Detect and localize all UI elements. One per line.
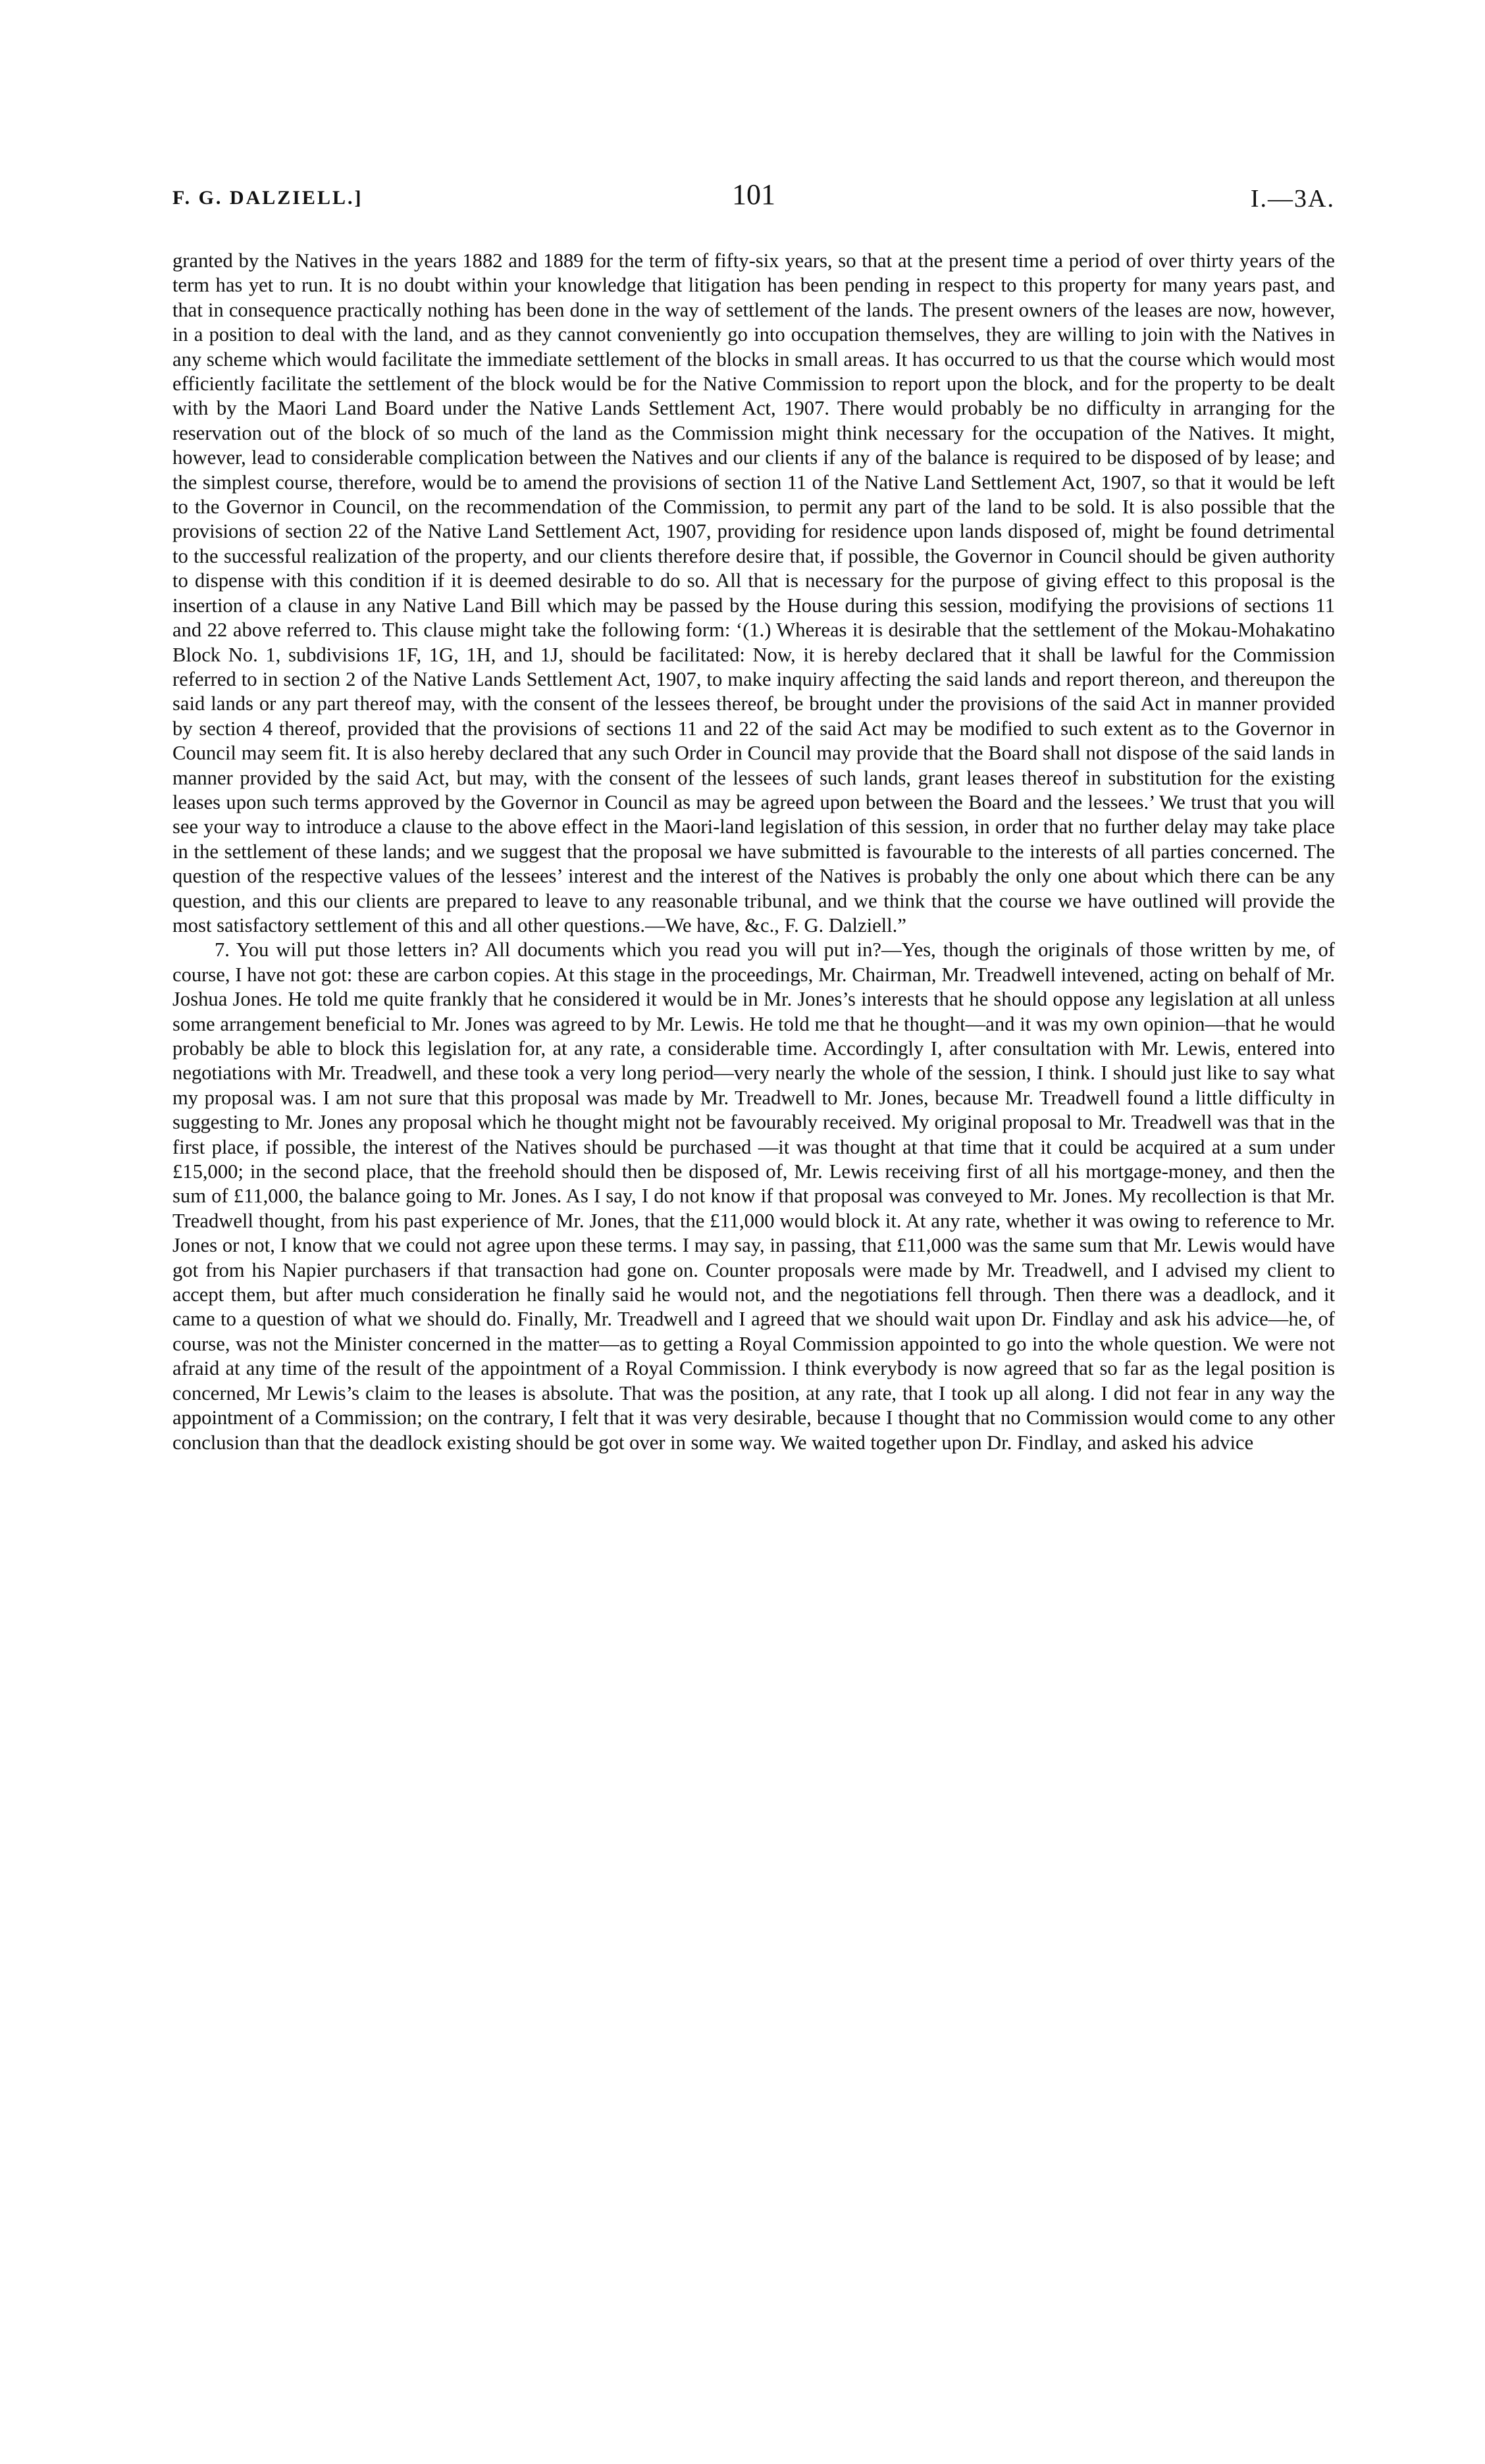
witness-name-header: F. G. DALZIELL.] <box>172 187 363 209</box>
body-text <box>172 249 1335 1455</box>
page-header <box>172 178 1335 224</box>
document-page <box>172 178 1335 1455</box>
document-reference: I.—3A. <box>1250 185 1335 213</box>
page-number: 101 <box>732 178 775 211</box>
paragraph-letter-continuation: granted by the Natives in the years 1882 and 1889 for the term of fifty-six years, so that at the present time a period of over thirty years of the term has yet to run. It is no doubt within your knowledge that litigation has been pending in respect to this property for many years past, and that in consequence practically nothing has been done in the way of settlement of the lands. The present owners of the leases are now, however, in a position to deal with the land, and as they cannot conveniently go into occupation themselves, they are willing to join with the Natives in any scheme which would facilitate the immediate settlement of the blocks in small areas. It has occurred to us that the course which would most efficiently facilitate the settlement of the block would be for the Native Commission to report upon the block, and for the property to be dealt with by the Maori Land Board under the Native Lands Settlement Act, 1907. There would probably be no difficulty in arranging for the reservation out of the block of so much of the land as the Commission might think necessary for the occupation of the Natives. It might, however, lead to considerable complication between the Natives and our clients if any of the balance is required to be disposed of by lease; and the simplest course, therefore, would be to amend the provisions of section 11 of the Native Land Settlement Act, 1907, so that it would be left to the Governor in Council, on the recommendation of the Commission, to permit any part of the land to be sold. It is also possible that the provisions of section 22 of the Native Land Settlement Act, 1907, providing for residence upon lands disposed of, might be found detrimental to the successful realization of the property, and our clients therefore desire that, if possible, the Governor in Council should be given authority to dispense with this condition if it is deemed desirable to do so. All that is necessary for the purpose of giving effect to this proposal is the insertion of a clause in any Native Land Bill which may be passed by the House during this session, modifying the provisions of sections 11 and 22 above referred to. This clause might take the following form: ‘(1.) Whereas it is desirable that the settlement of the Mokau-Mohakatino Block No. 1, subdivisions 1F, 1G, 1H, and 1J, should be facilitated: Now, it is hereby declared that it shall be lawful for the Commission referred to in section 2 of the Native Lands Settlement Act, 1907, to make inquiry affecting the said lands and report thereon, and thereupon the said lands or any part thereof may, with the consent of the lessees thereof, be brought under the provisions of the said Act in manner provided by section 4 thereof, provided that the provisions of sections 11 and 22 of the said Act may be modified to such extent as to the Governor in Council may seem fit. It is also hereby declared that any such Order in Council may provide that the Board shall not dispose of the said lands in manner provided by the said Act, but may, with the consent of the lessees of such lands, grant leases thereof in substitution for the existing leases upon such terms approved by the Governor in Council as may be agreed upon between the Board and the lessees.’ We trust that you will see your way to introduce a clause to the above effect in the Maori-land legislation of this session, in order that no further delay may take place in the settlement of these lands; and we suggest that the proposal we have submitted is favourable to the interests of all parties concerned. The question of the respective values of the lessees’ interest and the interest of the Natives is probably the only one about which there can be any question, and this our clients are prepared to leave to any reasonable tribunal, and we think that the course we have outlined will provide the most satisfactory settlement of this and all other questions.—We have, &c., F. G. Dalziell.” <box>172 249 1335 937</box>
paragraph-question-7: 7. You will put those letters in? All documents which you read you will put in?—Yes, though the originals of those written by me, of course, I have not got: these are carbon copies. At this stage in the proceedings, Mr. Chairman, Mr. Treadwell intevened, acting on behalf of Mr. Joshua Jones. He told me quite frankly that he considered it would be in Mr. Jones’s interests that he should oppose any legislation at all unless some arrangement beneficial to Mr. Jones was agreed to by Mr. Lewis. He told me that he thought—and it was my own opinion—that he would probably be able to block this legislation for, at any rate, a considerable time. Accordingly I, after consultation with Mr. Lewis, entered into negotiations with Mr. Treadwell, and these took a very long period—very nearly the whole of the session, I think. I should just like to say what my proposal was. I am not sure that this proposal was made by Mr. Treadwell to Mr. Jones, because Mr. Treadwell found a little difficulty in suggesting to Mr. Jones any proposal which he thought might not be favourably received. My original proposal to Mr. Treadwell was that in the first place, if possible, the interest of the Natives should be purchased —it was thought at that time that it could be acquired at a sum under £15,000; in the second place, that the freehold should then be disposed of, Mr. Lewis receiving first of all his mortgage-money, and then the sum of £11,000, the balance going to Mr. Jones. As I say, I do not know if that proposal was conveyed to Mr. Jones. My recollection is that Mr. Treadwell thought, from his past experience of Mr. Jones, that the £11,000 would block it. At any rate, whether it was owing to reference to Mr. Jones or not, I know that we could not agree upon these terms. I may say, in passing, that £11,000 was the same sum that Mr. Lewis would have got from his Napier purchasers if that transaction had gone on. Counter proposals were made by Mr. Treadwell, and I advised my client to accept them, but after much consideration he finally said he would not, and the negotiations fell through. Then there was a deadlock, and it came to a question of what we should do. Finally, Mr. Treadwell and I agreed that we should wait upon Dr. Findlay and ask his advice—he, of course, was not the Minister concerned in the matter—as to getting a Royal Commission appointed to go into the whole question. We were not afraid at any time of the result of the appointment of a Royal Commission. I think everybody is now agreed that so far as the legal position is concerned, Mr Lewis’s claim to the leases is absolute. That was the position, at any rate, that I took up all along. I did not fear in any way the appointment of a Commission; on the contrary, I felt that it was very desirable, because I thought that no Commission would come to any other conclusion than that the deadlock existing should be got over in some way. We waited together upon Dr. Findlay, and asked his advice <box>172 938 1335 1454</box>
